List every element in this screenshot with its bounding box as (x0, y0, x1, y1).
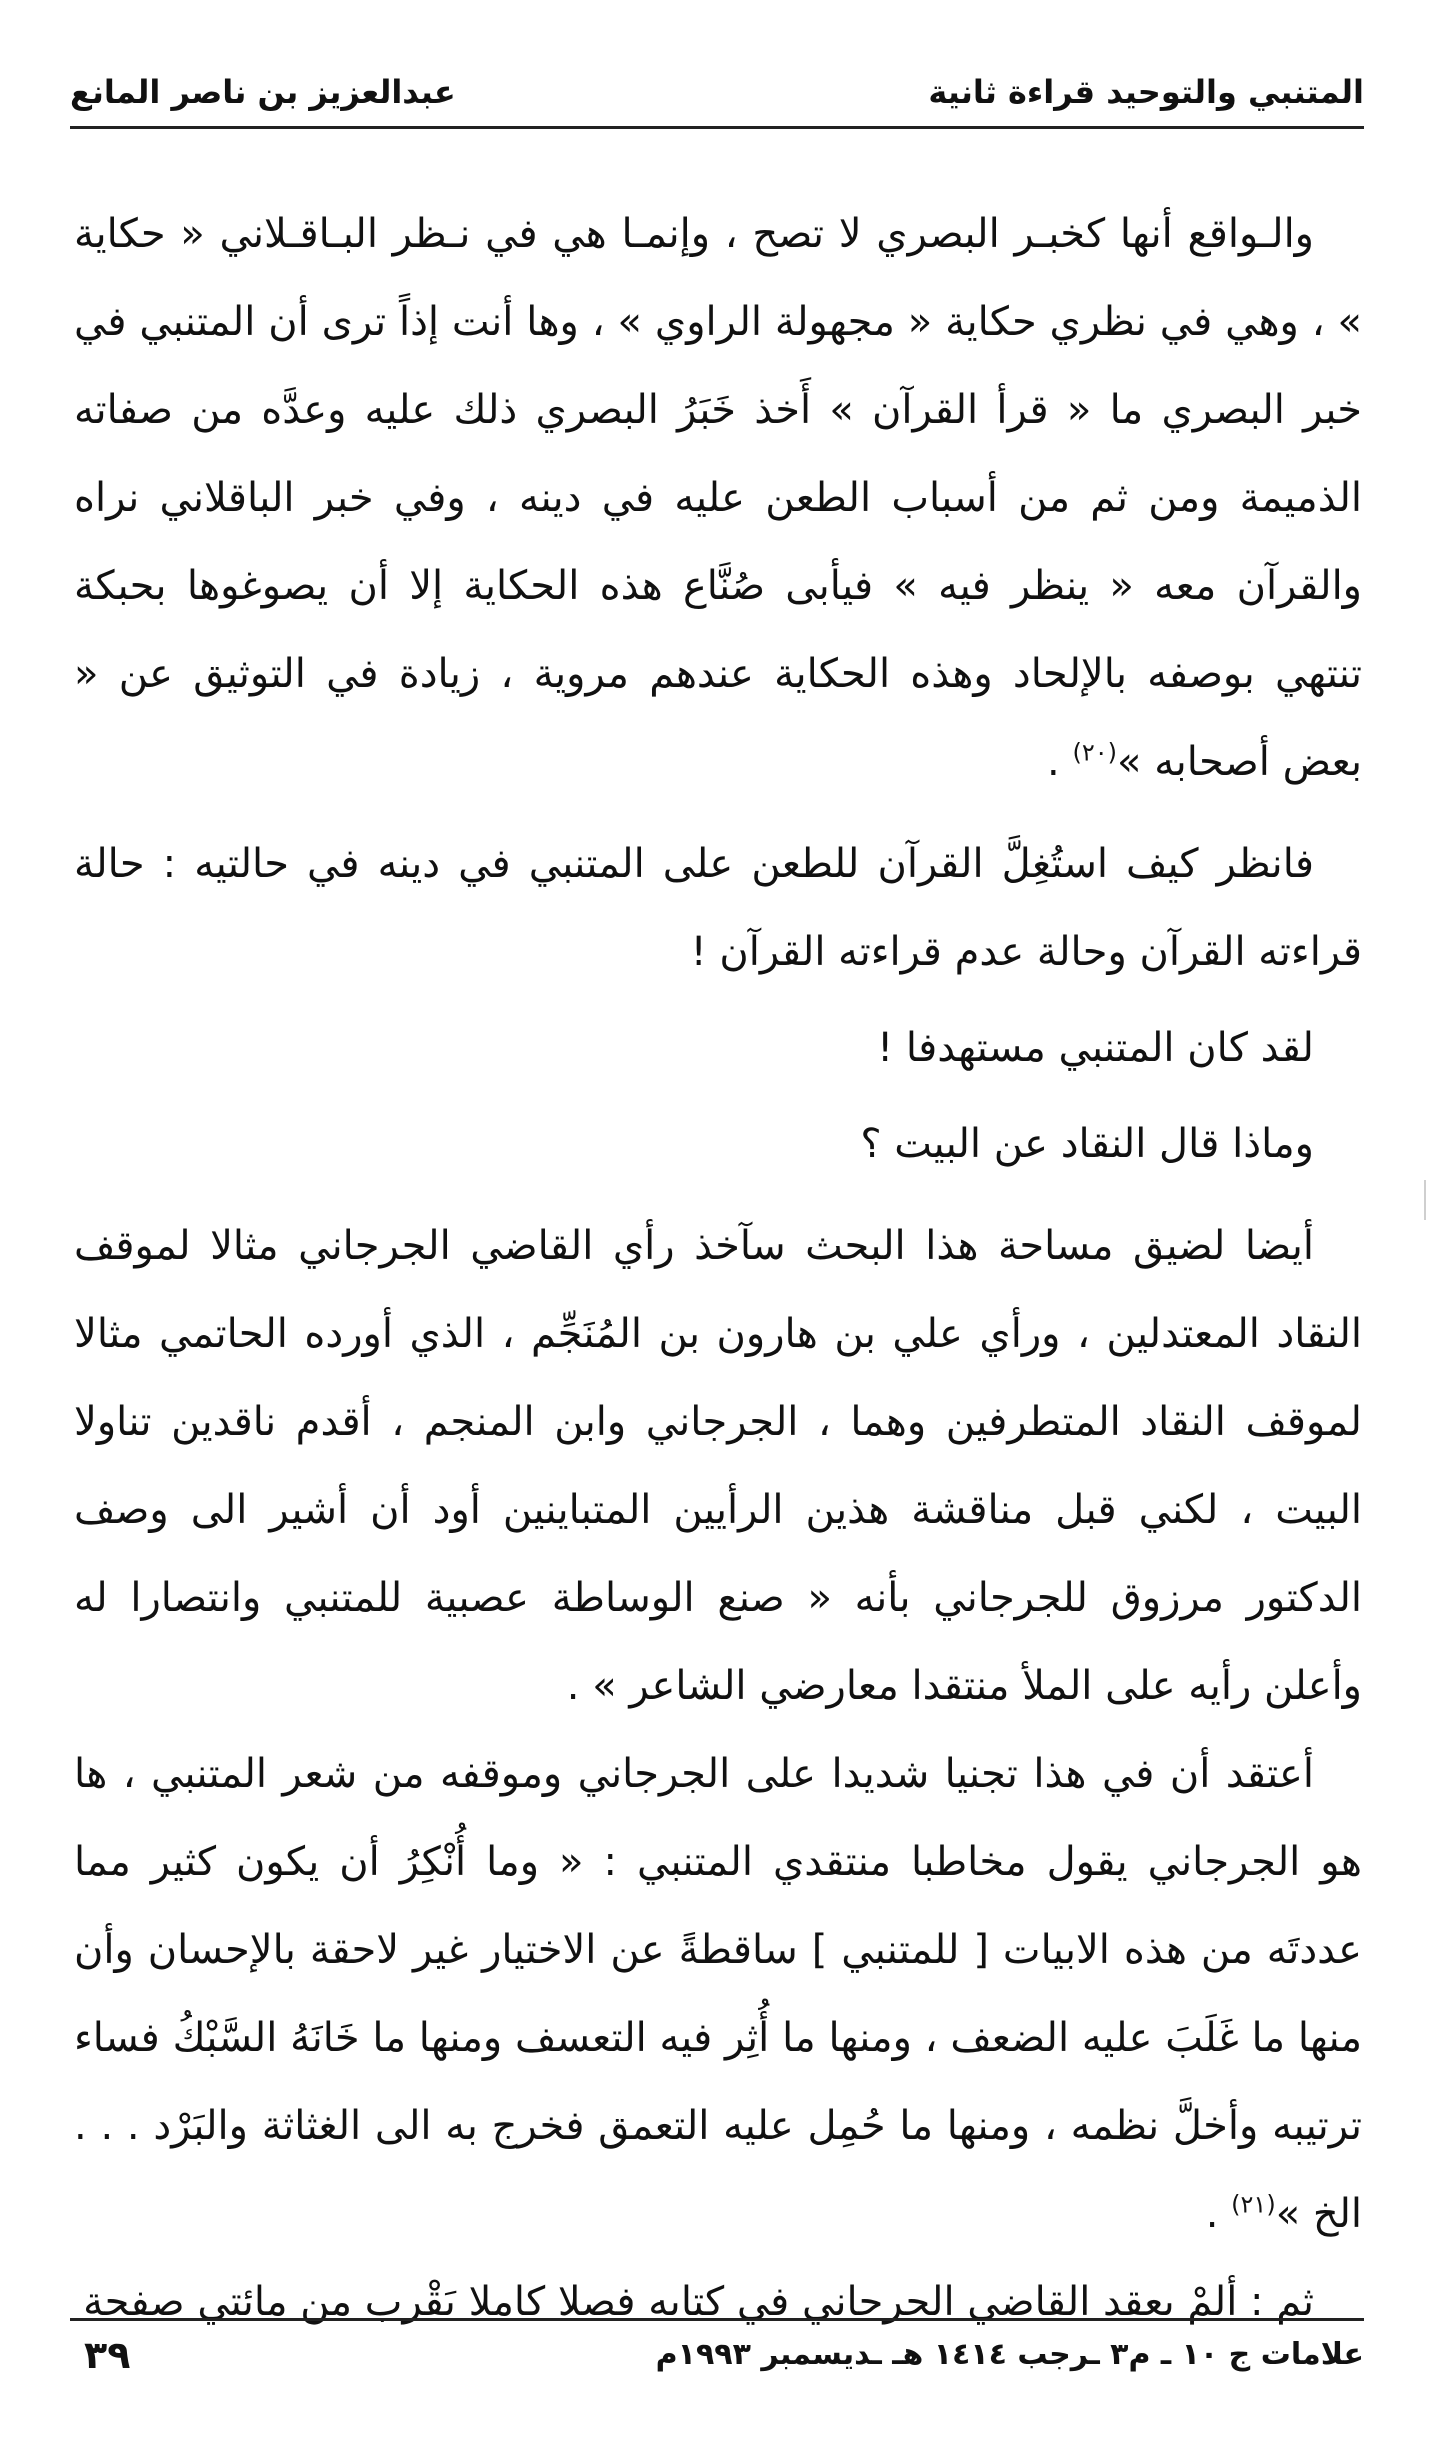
page-number: ٣٩ (84, 2333, 131, 2377)
author-name: عبدالعزيز بن ناصر المانع (70, 73, 456, 111)
paragraph-7: ثم : ألمْ يعقد القاضي الجرجاني في كتابه فصلا كاملا يَقْرب من مائتي صفحة (83, 2279, 1314, 2325)
footnote-marker-20: (٢٠) (1072, 738, 1117, 767)
footnote-marker-21: (٢١) (1231, 2190, 1276, 2219)
running-header (70, 62, 1364, 122)
paragraph-3: لقد كان المتنبي مستهدفا ! (877, 1025, 1314, 1071)
paragraph-1: والـواقع أنها كخبـر البصري لا تصح ، وإنمـا هي في نـظر البـاقـلاني « حكاية » ، وهي في نظري حكاية « مجهولة الراوي » ، وها أنت إذاً ترى أن المتنبي في خبر البصري ما « قرأ القرآن » أَخذ خَبَرُ البصري ذلك عليه وعدَّه من صفاته الذميمة ومن ثم من أسباب الطعن عليه في دينه ، وفي خبر الباقلاني نراه والقرآن معه « ينظر فيه » فيأبى صُنَّاع هذه الحكاية إلا أن يصوغوها بحبكة تنتهي بوصفه بالإلحاد وهذه الحكاية عندهم مروية ، زيادة في التوثيق عن « بعض أصحابه »$^{(٢٠)}$ . (74, 211, 1362, 785)
paragraph-4: وماذا قال النقاد عن البيت ؟ (860, 1121, 1314, 1167)
header-rule (70, 126, 1364, 129)
page-footer (70, 2330, 1364, 2380)
paragraph-2: فانظر كيف استُغِلَّ القرآن للطعن على المتنبي في دينه في حالتيه : حالة قراءته القرآن وحالة عدم قراءته القرآن ! (74, 841, 1362, 975)
journal-citation: علامات ج ١٠ ـ م٣ ـرجب ١٤١٤ هـ ـديسمبر ١٩٩٣م (655, 2337, 1364, 2372)
book-title: المتنبي والتوحيد قراءة ثانية (928, 73, 1364, 111)
body-text (74, 190, 1362, 2346)
paragraph-5: أيضا لضيق مساحة هذا البحث سآخذ رأي القاضي الجرجاني مثالا لموقف النقاد المعتدلين ، ورأي علي بن هارون بن المُنَجِّم ، الذي أورده الحاتمي مثالا لموقف النقاد المتطرفين وهما ، الجرجاني وابن المنجم ، أقدم ناقدين تناولا البيت ، لكني قبل مناقشة هذين الرأيين المتباينين أود أن أشير الى وصف الدكتور مرزوق للجرجاني بأنه « صنع الوساطة عصبية للمتنبي وانتصارا له وأعلن رأيه على الملأ منتقدا معارضي الشاعر » . (74, 1223, 1362, 1709)
margin-mark (1424, 1180, 1426, 1220)
footer-rule (70, 2318, 1364, 2321)
paragraph-6: أعتقد أن في هذا تجنيا شديدا على الجرجاني وموقفه من شعر المتنبي ، ها هو الجرجاني يقول مخاطبا منتقدي المتنبي : « وما أُنْكِرُ أن يكون كثير مما عددتَه من هذه الابيات [ للمتنبي ] ساقطةً عن الاختيار غير لاحقة بالإحسان وأن منها ما غَلَبَ عليه الضعف ، ومنها ما أُثِر فيه التعسف ومنها ما خَانَهُ السَّبْكُ فساء ترتيبه وأخلَّ نظمه ، ومنها ما حُمِل عليه التعمق فخرج به الى الغثاثة والبَرْد . . . الخ »$^{(٢١)}$ . (74, 1751, 1362, 2237)
